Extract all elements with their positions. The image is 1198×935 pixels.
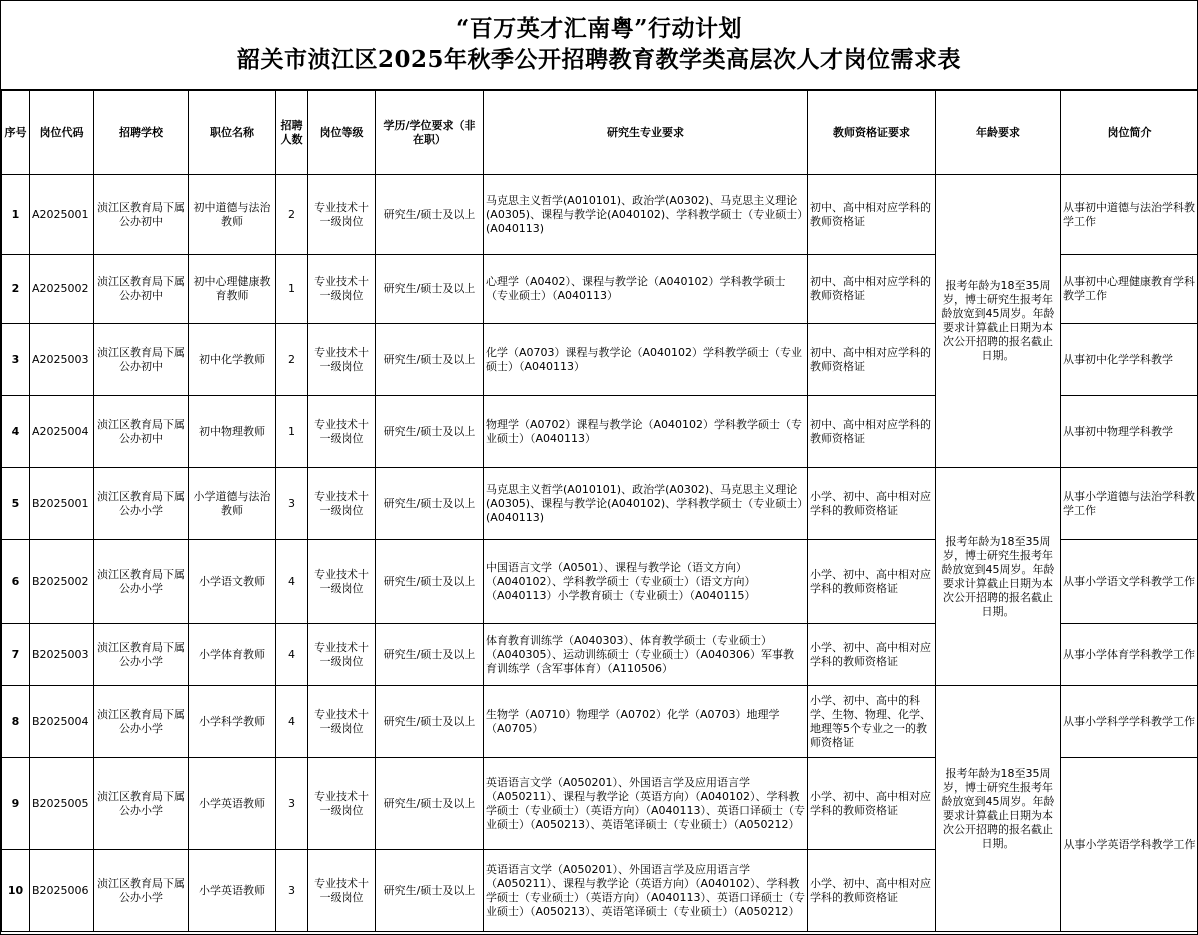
cell-position: 小学道德与法治教师 (189, 468, 276, 540)
cell-seq: 4 (2, 396, 30, 468)
cell-code: A2025004 (30, 396, 94, 468)
header-count: 招聘人数 (276, 91, 308, 175)
cell-seq: 2 (2, 255, 30, 324)
cell-age-group-1: 报考年龄为18至35周岁，博士研究生报考年龄放宽到45周岁。年龄要求计算截止日期为本次公开招聘的报名截止日期。 (936, 175, 1061, 468)
cell-intro-merged: 从事小学英语学科教学工作 (1061, 758, 1198, 932)
position-table (1, 90, 1198, 932)
cell-major: 心理学（A0402）、课程与教学论（A040102）学科教学硕士（专业硕士）（A040113） (484, 255, 808, 324)
cell-code: B2025003 (30, 624, 94, 686)
cell-cert: 初中、高中相对应学科的教师资格证 (808, 324, 936, 396)
cell-seq: 7 (2, 624, 30, 686)
cell-code: B2025001 (30, 468, 94, 540)
title-line-2: 韶关市浈江区2025年秋季公开招聘教育教学类高层次人才岗位需求表 (236, 46, 961, 73)
cell-school: 浈江区教育局下属公办初中 (94, 255, 189, 324)
header-major: 研究生专业要求 (484, 91, 808, 175)
cell-position: 小学语文教师 (189, 540, 276, 624)
cell-seq: 3 (2, 324, 30, 396)
cell-cert: 小学、初中、高中相对应学科的教师资格证 (808, 850, 936, 932)
cell-age-group-2: 报考年龄为18至35周岁，博士研究生报考年龄放宽到45周岁。年龄要求计算截止日期为本次公开招聘的报名截止日期。 (936, 468, 1061, 686)
cell-education: 研究生/硕士及以上 (376, 396, 484, 468)
header-intro: 岗位简介 (1061, 91, 1198, 175)
cell-major: 中国语言文学（A0501）、课程与教学论（语文方向）（A040102）、学科教学硕士（专业硕士）（语文方向）（A040113）小学教育硕士（专业硕士）（A040115） (484, 540, 808, 624)
cell-position: 初中心理健康教育教师 (189, 255, 276, 324)
cell-position: 小学英语教师 (189, 850, 276, 932)
cell-intro: 从事初中物理学科教学 (1061, 396, 1198, 468)
cell-major: 英语语言文学（A050201）、外国语言学及应用语言学（A050211）、课程与教学论（英语方向）（A040102）、学科教学硕士（专业硕士）（英语方向）（A040113）、英语口译硕士（专业硕士）（A050213）、英语笔译硕士（专业硕士）（A050212） (484, 850, 808, 932)
cell-education: 研究生/硕士及以上 (376, 175, 484, 255)
cell-school: 浈江区教育局下属公办初中 (94, 175, 189, 255)
cell-seq: 10 (2, 850, 30, 932)
cell-intro: 从事小学体育学科教学工作 (1061, 624, 1198, 686)
cell-count: 2 (276, 324, 308, 396)
cell-code: A2025001 (30, 175, 94, 255)
cell-level: 专业技术十一级岗位 (308, 255, 376, 324)
cell-intro: 从事小学道德与法治学科教学工作 (1061, 468, 1198, 540)
cell-school: 浈江区教育局下属公办小学 (94, 540, 189, 624)
cell-education: 研究生/硕士及以上 (376, 758, 484, 850)
cell-education: 研究生/硕士及以上 (376, 850, 484, 932)
cell-level: 专业技术十一级岗位 (308, 686, 376, 758)
cell-cert: 初中、高中相对应学科的教师资格证 (808, 396, 936, 468)
cell-cert: 初中、高中相对应学科的教师资格证 (808, 175, 936, 255)
cell-code: A2025003 (30, 324, 94, 396)
cell-position: 初中道德与法治教师 (189, 175, 276, 255)
cell-major: 物理学（A0702）课程与教学论（A040102）学科教学硕士（专业硕士）（A040113） (484, 396, 808, 468)
cell-seq: 1 (2, 175, 30, 255)
cell-intro: 从事小学科学学科教学工作 (1061, 686, 1198, 758)
cell-count: 4 (276, 624, 308, 686)
title-line-1: “百万英才汇南粤”行动计划 (456, 15, 742, 42)
cell-school: 浈江区教育局下属公办小学 (94, 624, 189, 686)
cell-code: B2025006 (30, 850, 94, 932)
table-row (2, 686, 1198, 758)
header-level: 岗位等级 (308, 91, 376, 175)
cell-cert: 小学、初中、高中相对应学科的教师资格证 (808, 758, 936, 850)
cell-age-group-3: 报考年龄为18至35周岁，博士研究生报考年龄放宽到45周岁。年龄要求计算截止日期为本次公开招聘的报名截止日期。 (936, 686, 1061, 932)
cell-education: 研究生/硕士及以上 (376, 540, 484, 624)
title-block (1, 1, 1197, 90)
cell-level: 专业技术十一级岗位 (308, 396, 376, 468)
cell-level: 专业技术十一级岗位 (308, 175, 376, 255)
cell-position: 小学英语教师 (189, 758, 276, 850)
cell-school: 浈江区教育局下属公办小学 (94, 850, 189, 932)
header-age: 年龄要求 (936, 91, 1061, 175)
cell-count: 3 (276, 468, 308, 540)
cell-major: 体育教育训练学（A040303）、体育教学硕士（专业硕士）（A040305）、运动训练硕士（专业硕士）（A040306）军事教育训练学（含军事体育）（A110506） (484, 624, 808, 686)
cell-level: 专业技术十一级岗位 (308, 758, 376, 850)
cell-position: 小学科学教师 (189, 686, 276, 758)
cell-school: 浈江区教育局下属公办小学 (94, 758, 189, 850)
header-cert: 教师资格证要求 (808, 91, 936, 175)
cell-position: 初中化学教师 (189, 324, 276, 396)
cell-code: B2025002 (30, 540, 94, 624)
cell-education: 研究生/硕士及以上 (376, 686, 484, 758)
cell-count: 1 (276, 396, 308, 468)
cell-level: 专业技术十一级岗位 (308, 324, 376, 396)
cell-education: 研究生/硕士及以上 (376, 624, 484, 686)
header-seq: 序号 (2, 91, 30, 175)
header-position: 职位名称 (189, 91, 276, 175)
cell-seq: 8 (2, 686, 30, 758)
cell-major: 马克思主义哲学(A010101)、政治学(A0302)、马克思主义理论(A0305)、课程与教学论(A040102)、学科教学硕士（专业硕士）(A040113) (484, 175, 808, 255)
cell-code: B2025005 (30, 758, 94, 850)
cell-school: 浈江区教育局下属公办小学 (94, 686, 189, 758)
cell-intro: 从事小学语文学科教学工作 (1061, 540, 1198, 624)
header-code: 岗位代码 (30, 91, 94, 175)
cell-cert: 小学、初中、高中相对应学科的教师资格证 (808, 540, 936, 624)
cell-seq: 6 (2, 540, 30, 624)
header-school: 招聘学校 (94, 91, 189, 175)
cell-cert: 小学、初中、高中相对应学科的教师资格证 (808, 624, 936, 686)
cell-major: 生物学（A0710）物理学（A0702）化学（A0703）地理学（A0705） (484, 686, 808, 758)
cell-intro: 从事初中道德与法治学科教学工作 (1061, 175, 1198, 255)
cell-count: 3 (276, 758, 308, 850)
cell-school: 浈江区教育局下属公办初中 (94, 396, 189, 468)
cell-count: 4 (276, 540, 308, 624)
cell-level: 专业技术十一级岗位 (308, 850, 376, 932)
cell-seq: 9 (2, 758, 30, 850)
cell-level: 专业技术十一级岗位 (308, 468, 376, 540)
cell-major: 英语语言文学（A050201）、外国语言学及应用语言学（A050211）、课程与教学论（英语方向）（A040102）、学科教学硕士（专业硕士）（英语方向）（A040113）、英语口译硕士（专业硕士）（A050213）、英语笔译硕士（专业硕士）（A050212） (484, 758, 808, 850)
table-row (2, 468, 1198, 540)
cell-major: 马克思主义哲学(A010101)、政治学(A0302)、马克思主义理论(A0305)、课程与教学论(A040102)、学科教学硕士（专业硕士）(A040113) (484, 468, 808, 540)
cell-level: 专业技术十一级岗位 (308, 540, 376, 624)
cell-cert: 小学、初中、高中相对应学科的教师资格证 (808, 468, 936, 540)
cell-cert: 初中、高中相对应学科的教师资格证 (808, 255, 936, 324)
cell-major: 化学（A0703）课程与教学论（A040102）学科教学硕士（专业硕士）（A040113） (484, 324, 808, 396)
cell-intro: 从事初中化学学科教学 (1061, 324, 1198, 396)
cell-intro: 从事初中心理健康教育学科教学工作 (1061, 255, 1198, 324)
cell-education: 研究生/硕士及以上 (376, 255, 484, 324)
table-row (2, 175, 1198, 255)
cell-count: 3 (276, 850, 308, 932)
cell-education: 研究生/硕士及以上 (376, 324, 484, 396)
cell-position: 小学体育教师 (189, 624, 276, 686)
cell-seq: 5 (2, 468, 30, 540)
cell-count: 1 (276, 255, 308, 324)
cell-cert: 小学、初中、高中的科学、生物、物理、化学、地理等5个专业之一的教师资格证 (808, 686, 936, 758)
cell-education: 研究生/硕士及以上 (376, 468, 484, 540)
cell-level: 专业技术十一级岗位 (308, 624, 376, 686)
cell-school: 浈江区教育局下属公办初中 (94, 324, 189, 396)
cell-count: 4 (276, 686, 308, 758)
cell-school: 浈江区教育局下属公办小学 (94, 468, 189, 540)
cell-position: 初中物理教师 (189, 396, 276, 468)
header-row (2, 91, 1198, 175)
cell-count: 2 (276, 175, 308, 255)
header-education: 学历/学位要求（非在职） (376, 91, 484, 175)
cell-code: A2025002 (30, 255, 94, 324)
cell-code: B2025004 (30, 686, 94, 758)
